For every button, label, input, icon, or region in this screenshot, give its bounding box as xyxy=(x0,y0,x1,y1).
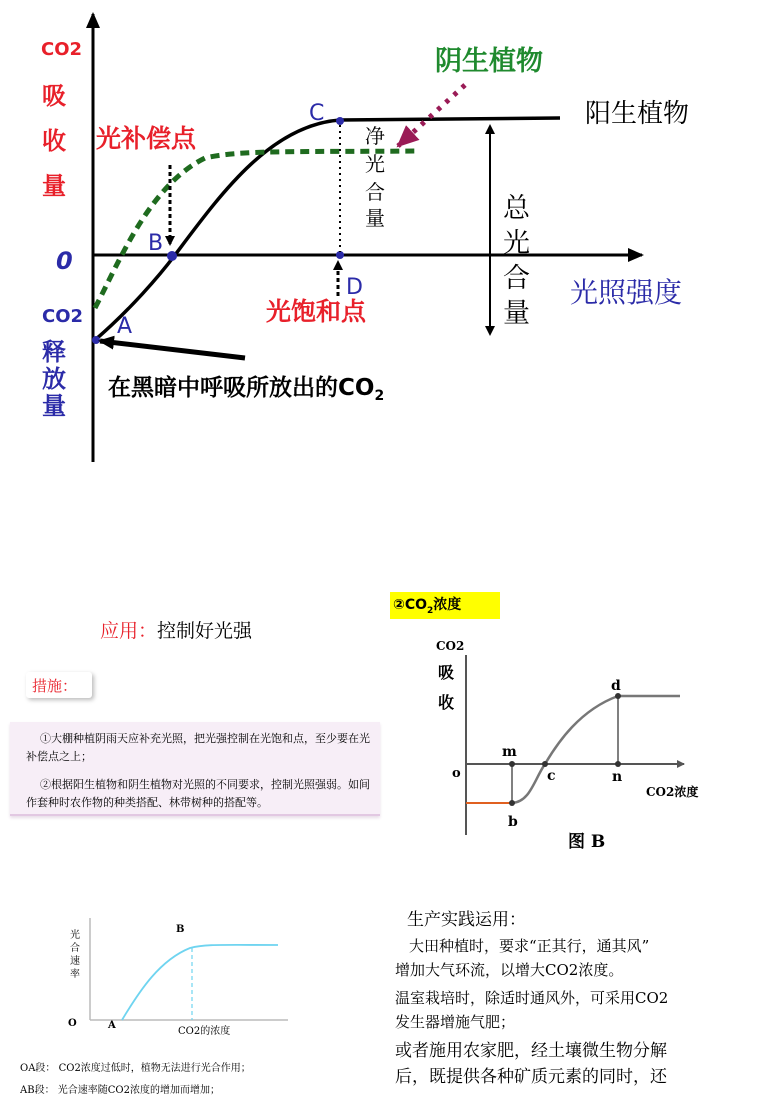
small-chart-y-2: 合 xyxy=(70,943,80,954)
measure-item-1: ①大棚种植阴雨天应补充光照，把光强控制在光饱和点，至少要在光补偿点之上； xyxy=(26,732,370,763)
total-photo-label-1: 总 xyxy=(503,193,530,224)
measure-item-2: ②根据阳生植物和阴生植物对光照的不同要求，控制光照强弱。如间作套种时农作物的种类搭配、林带树种的搭配等。 xyxy=(26,778,370,809)
small-co2-chart xyxy=(60,910,300,1040)
figure-b-point-m xyxy=(509,761,515,767)
small-chart-a: A xyxy=(108,1020,116,1031)
small-chart-curve xyxy=(122,945,278,1020)
small-chart-x-label: CO2的浓度 xyxy=(178,1026,231,1037)
figure-b-caption: 图 B xyxy=(568,832,606,852)
small-chart-y-1: 光 xyxy=(70,930,80,941)
figure-b-point-c xyxy=(542,761,548,767)
figure-b-chart xyxy=(430,630,750,870)
figure-b-y-label-1: 吸 xyxy=(438,663,455,682)
practice-line-4: 发生器增施气肥； xyxy=(395,1013,516,1031)
small-chart-b: B xyxy=(176,924,185,935)
point-c-marker xyxy=(336,117,344,125)
dark-respiration-label: 在黑暗中呼吸所放出的$CO_2$ xyxy=(108,375,385,404)
point-d-label: D xyxy=(346,275,363,300)
total-photo-label-4: 量 xyxy=(503,298,530,329)
compensation-point-label: 光补偿点 xyxy=(96,124,197,153)
y-label-lower-2: 放 xyxy=(42,365,66,393)
measures-box xyxy=(10,722,380,816)
point-b-label: B xyxy=(148,231,164,256)
y-label-upper-1: 吸 xyxy=(42,82,66,110)
point-c-label: C xyxy=(309,101,325,126)
figure-b-heading-main: ②CO xyxy=(393,597,428,613)
net-photo-label-1: 净 xyxy=(365,124,385,148)
figure-b-b-label: b xyxy=(508,814,518,830)
figure-b-y-label-2: 收 xyxy=(438,693,455,712)
light-response-diagram xyxy=(0,0,780,480)
y-label-upper-co2: CO2 xyxy=(41,39,83,60)
application-line xyxy=(100,616,252,643)
figure-b-heading-sub: 2 xyxy=(427,605,434,616)
shade-plant-label: 阴生植物 xyxy=(435,46,543,77)
figure-b-m-label: m xyxy=(502,744,517,760)
practice-title: 生产实践运用： xyxy=(407,910,526,930)
y-label-lower-3: 量 xyxy=(42,392,66,420)
figure-b-d-label: d xyxy=(611,678,621,694)
x-axis-label: 光照强度 xyxy=(570,276,683,309)
application-prefix: 应用： xyxy=(100,620,158,642)
net-photo-label-4: 量 xyxy=(365,206,385,230)
y-label-upper-2: 收 xyxy=(42,127,66,155)
figure-b-c-label: c xyxy=(547,768,556,784)
origin-label: 0 xyxy=(56,247,73,275)
note-ab: AB段： 光合速率随CO2浓度的增加而增加； xyxy=(20,1085,220,1096)
point-a-label: A xyxy=(117,314,133,339)
practice-line-3: 温室栽培时，除适时通风外，可采用CO2 xyxy=(395,989,669,1007)
shade-plant-pointer xyxy=(398,85,465,146)
point-a-marker xyxy=(92,336,100,344)
small-chart-y-3: 速 xyxy=(70,956,80,967)
figure-b-x-label: CO2浓度 xyxy=(646,785,699,799)
measures-title xyxy=(26,672,92,698)
figure-b-y-label-top: CO2 xyxy=(436,639,465,653)
practice-line-1: 大田种植时，要求“正其行，通其风” xyxy=(409,937,650,955)
y-label-lower-co2: CO2 xyxy=(42,306,84,327)
point-b-marker xyxy=(167,251,177,261)
sun-plant-label: 阳生植物 xyxy=(585,99,690,129)
practice-line-5: 或者施用农家肥，经土壤微生物分解 xyxy=(395,1041,667,1061)
application-text: 控制好光强 xyxy=(157,620,253,642)
saturation-point-label: 光饱和点 xyxy=(266,297,367,326)
figure-b-n-label: n xyxy=(612,769,623,785)
respiration-arrow xyxy=(100,341,245,358)
notes-block xyxy=(20,1058,340,1102)
practice-line-6: 后，既提供各种矿质元素的同时，还 xyxy=(395,1067,667,1087)
figure-b-heading-tail: 浓度 xyxy=(433,597,462,613)
note-oa: OA段： CO2浓度过低时，植物无法进行光合作用； xyxy=(20,1063,251,1074)
practice-line-2: 增加大气环流，以增大CO2浓度。 xyxy=(395,961,624,979)
point-d-marker xyxy=(336,251,344,259)
small-chart-y-4: 率 xyxy=(70,969,80,980)
total-photo-label-3: 合 xyxy=(503,263,530,294)
small-chart-origin: O xyxy=(68,1018,77,1029)
net-photo-label-3: 合 xyxy=(365,180,385,204)
measures-title-text: 措施： xyxy=(32,677,78,695)
practice-block xyxy=(395,906,775,1102)
figure-b-heading xyxy=(390,592,500,619)
y-label-upper-3: 量 xyxy=(42,172,66,200)
y-label-lower-1: 释 xyxy=(42,338,66,366)
figure-b-point-n xyxy=(615,761,621,767)
figure-b-origin: o xyxy=(452,766,461,781)
total-photo-label-2: 光 xyxy=(503,228,530,259)
figure-b-point-b xyxy=(509,800,515,806)
net-photo-label-2: 光 xyxy=(365,152,385,176)
